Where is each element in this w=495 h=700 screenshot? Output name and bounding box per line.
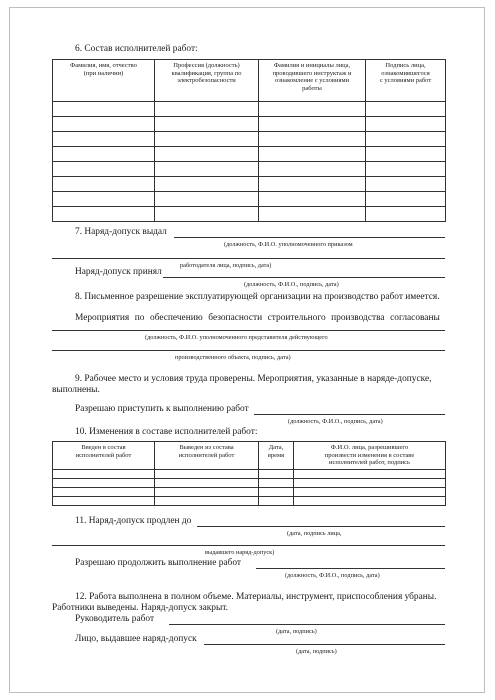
col-instructor: [259, 60, 366, 102]
header-line: электробезопасности: [177, 77, 236, 85]
section-8-text: 8. Письменное разрешение эксплуатирующей организации на производство работ имеется.: [75, 292, 440, 302]
empty-cell[interactable]: [53, 192, 155, 207]
empty-row: [53, 147, 446, 162]
header-line: работы: [302, 84, 322, 92]
empty-cell[interactable]: [53, 177, 155, 192]
empty-cell[interactable]: [53, 207, 155, 222]
empty-cell[interactable]: [155, 479, 259, 488]
empty-cell[interactable]: [53, 162, 155, 177]
empty-cell[interactable]: [259, 207, 366, 222]
col-added: [53, 442, 155, 470]
head-of-works-label: Руководитель работ: [75, 614, 155, 624]
empty-row: [53, 117, 446, 132]
issuer-label: Лицо, выдавшее наряд-допуск: [75, 634, 197, 644]
empty-cell[interactable]: [259, 192, 366, 207]
section-9-line-1: 9. Рабочее место и условия труда проверены. Мероприятия, указанные в наряде-допуске,: [75, 374, 432, 384]
header-line: Введен в состав: [81, 444, 126, 451]
empty-row: [53, 479, 446, 488]
header-line: (при наличии): [83, 69, 124, 77]
header-line: Ф.И.О. лица, разрешившего: [330, 444, 409, 451]
empty-cell[interactable]: [259, 479, 294, 488]
accepted-caption: (должность, Ф.И.О., подпись, дата): [244, 281, 339, 288]
col-date-time: [259, 442, 294, 470]
empty-row: [53, 207, 446, 222]
allow-start-caption: (должность, Ф.И.О., подпись, дата): [288, 418, 383, 425]
header-line: время: [267, 451, 285, 459]
empty-cell[interactable]: [259, 147, 366, 162]
empty-cell[interactable]: [259, 177, 366, 192]
empty-row: [53, 102, 446, 117]
col-full-name: [53, 60, 155, 102]
header-line: Фамилия, имя, отчество: [70, 62, 137, 69]
empty-cell[interactable]: [155, 177, 259, 192]
empty-row: [53, 162, 446, 177]
empty-row: [53, 192, 446, 207]
header-line: квалификация, группа по: [171, 69, 242, 77]
extended-caption-1: (дата, подпись лица,: [287, 530, 342, 537]
empty-cell[interactable]: [294, 470, 446, 479]
section-12-line-2: Работники выведены. Наряд-допуск закрыт.: [52, 603, 229, 613]
header-line: с условиями работ: [379, 77, 432, 85]
continue-line[interactable]: [256, 568, 445, 569]
section-9-line-2: выполнены.: [52, 385, 100, 395]
issued-caption-2: работодателя лица, подпись, дата): [180, 262, 272, 269]
measures-line[interactable]: [52, 330, 445, 331]
issued-label: 7. Наряд-допуск выдал: [75, 227, 167, 237]
empty-row: [53, 177, 446, 192]
empty-row: [53, 497, 446, 506]
empty-cell[interactable]: [366, 192, 446, 207]
empty-cell[interactable]: [53, 479, 155, 488]
performers-table: [52, 59, 446, 222]
empty-cell[interactable]: [259, 132, 366, 147]
col-approver: [294, 442, 446, 470]
empty-cell[interactable]: [366, 207, 446, 222]
empty-cell[interactable]: [53, 102, 155, 117]
empty-cell[interactable]: [294, 479, 446, 488]
empty-cell[interactable]: [53, 147, 155, 162]
empty-cell[interactable]: [53, 470, 155, 479]
issued-line-2[interactable]: [52, 258, 445, 259]
continue-label: Разрешаю продолжить выполнение работ: [75, 558, 241, 568]
empty-cell[interactable]: [155, 132, 259, 147]
empty-cell[interactable]: [259, 488, 294, 497]
header-line: исполнителей работ: [75, 451, 132, 459]
empty-cell[interactable]: [155, 470, 259, 479]
performers-table-header: [53, 60, 446, 102]
empty-cell[interactable]: [155, 162, 259, 177]
allow-start-label: Разрешаю приступить к выполнению работ: [75, 404, 249, 414]
empty-cell[interactable]: [53, 132, 155, 147]
issued-line[interactable]: [174, 237, 445, 238]
measures-text: Мероприятия по обеспечению безопасности строительного производства согласованы: [75, 313, 440, 323]
head-of-works-line[interactable]: [169, 624, 445, 625]
header-line: проводившего инструктаж и: [272, 69, 352, 77]
changes-table: [52, 441, 446, 506]
header-line: исполнителей работ: [178, 451, 235, 459]
empty-row: [53, 488, 446, 497]
continue-caption: (должность, Ф.И.О., подпись, дата): [285, 572, 380, 579]
section-10-heading: 10. Изменения в составе исполнителей работ:: [75, 427, 258, 437]
measures-line-2[interactable]: [52, 350, 445, 351]
empty-cell[interactable]: [259, 497, 294, 506]
measures-caption-2: производственного объекта, подпись, дата): [175, 354, 291, 361]
col-profession: [155, 60, 259, 102]
empty-cell[interactable]: [366, 117, 446, 132]
issuer-caption: (дата, подпись): [296, 648, 337, 655]
empty-cell[interactable]: [53, 497, 155, 506]
header-line: Подпись лица,: [385, 62, 426, 69]
extended-caption-2: выдавшего наряд-допуск): [205, 549, 275, 556]
measures-caption-1: (должность, Ф.И.О. уполномоченного представителя действующего: [145, 334, 328, 341]
empty-cell[interactable]: [259, 117, 366, 132]
empty-cell[interactable]: [366, 102, 446, 117]
empty-cell[interactable]: [155, 488, 259, 497]
empty-cell[interactable]: [294, 497, 446, 506]
empty-row: [53, 132, 446, 147]
header-line: Профессия (должность): [173, 62, 240, 69]
empty-cell[interactable]: [366, 132, 446, 147]
header-line: Выведен из состава: [179, 444, 234, 451]
extended-label: 11. Наряд-допуск продлен до: [75, 516, 192, 526]
empty-cell[interactable]: [294, 488, 446, 497]
issuer-line[interactable]: [204, 644, 445, 645]
empty-cell[interactable]: [259, 162, 366, 177]
section-6-heading: 6. Состав исполнителей работ:: [75, 44, 198, 54]
header-line: исполнителей работ, подпись: [328, 459, 411, 467]
empty-row: [53, 470, 446, 479]
empty-cell[interactable]: [155, 147, 259, 162]
empty-cell[interactable]: [155, 497, 259, 506]
allow-start-line[interactable]: [254, 414, 445, 415]
empty-cell[interactable]: [155, 102, 259, 117]
header-line: ознакомление с условиями: [274, 77, 350, 85]
col-removed: [155, 442, 259, 470]
issued-caption-1: (должность, Ф.И.О. уполномоченного приказом: [224, 241, 353, 248]
accepted-label: Наряд-допуск принял: [75, 267, 162, 277]
header-line: Фамилия и инициалы лица,: [273, 62, 351, 69]
header-line: произвести изменения в составе: [324, 451, 415, 459]
empty-cell[interactable]: [53, 117, 155, 132]
head-of-works-caption: (дата, подпись): [276, 628, 317, 635]
section-12-line-1: 12. Работа выполнена в полном объеме. Материалы, инструмент, приспособления убраны.: [75, 592, 437, 602]
empty-cell[interactable]: [53, 488, 155, 497]
empty-cell[interactable]: [155, 192, 259, 207]
header-line: ознакомившегося: [381, 69, 430, 77]
extended-line-2[interactable]: [52, 545, 445, 546]
col-signature: [366, 60, 446, 102]
empty-cell[interactable]: [259, 102, 366, 117]
empty-cell[interactable]: [366, 177, 446, 192]
empty-cell[interactable]: [155, 117, 259, 132]
empty-cell[interactable]: [259, 470, 294, 479]
accepted-line[interactable]: [163, 277, 445, 278]
empty-cell[interactable]: [155, 207, 259, 222]
empty-cell[interactable]: [366, 162, 446, 177]
extended-line[interactable]: [197, 526, 445, 527]
header-line: Дата,: [268, 444, 284, 451]
empty-cell[interactable]: [366, 147, 446, 162]
changes-table-header: [53, 442, 446, 470]
